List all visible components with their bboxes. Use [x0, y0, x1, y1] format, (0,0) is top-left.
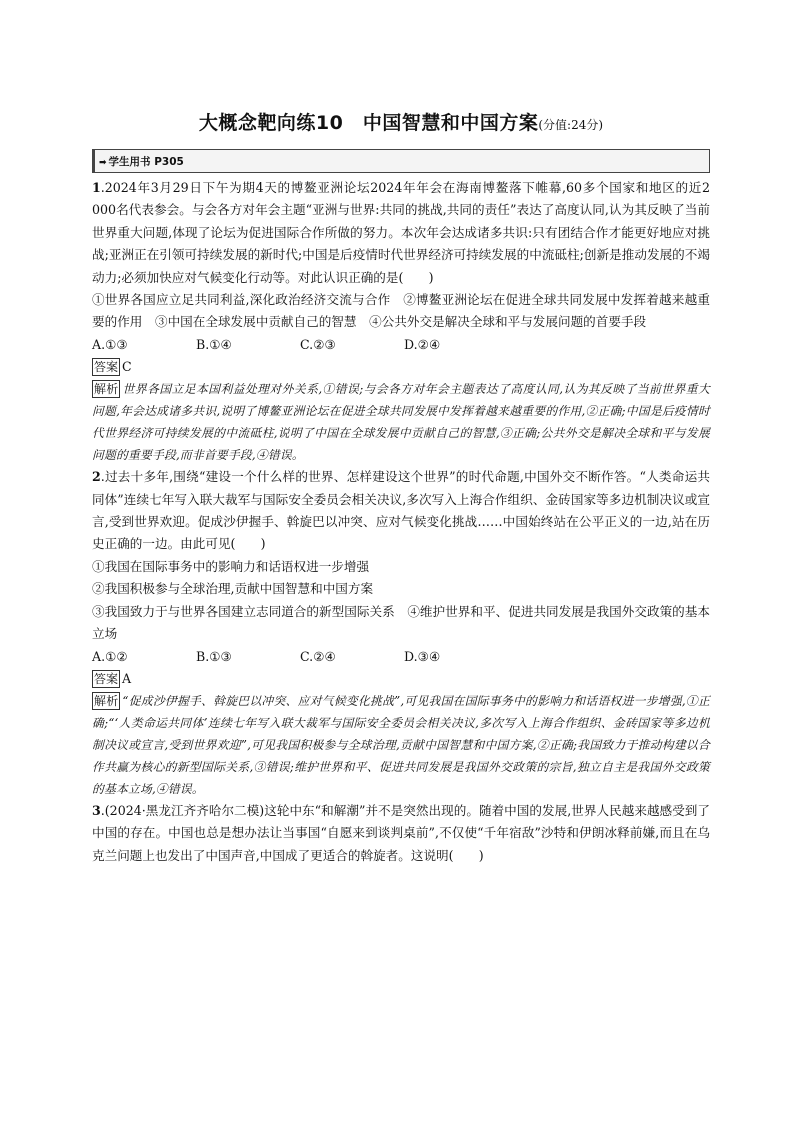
choice-b: B.①③: [196, 648, 232, 664]
answer-choices: [92, 646, 710, 668]
answer-value: C: [122, 359, 132, 375]
answer-value: A: [122, 670, 132, 686]
choice-c: C.②④: [300, 648, 336, 664]
analysis-tag: 解析: [94, 693, 119, 708]
analysis-line: [92, 378, 710, 466]
question-number: 1: [92, 180, 101, 195]
title-row: [92, 108, 710, 135]
statement-options: ①世界各国应立足共同利益,深化政治经济交流与合作 ②博鳌亚洲论坛在促进全球共同发展中发挥着越来越重要的作用 ③中国在全球发展中贡献自己的智慧 ④公共外交是解决全球和平与发展问题的首要手段: [92, 292, 710, 330]
score-note: (分值:24分): [538, 118, 604, 132]
book-reference-bar: [92, 149, 710, 173]
question-stem: [92, 177, 710, 289]
analysis-text: “促成沙伊握手、斡旋巴以冲突、应对气候变化挑战”,可见我国在国际事务中的影响力和话语权进一步增强,①正确;“‘人类命运共同体’连续七年写入联大裁军与国际安全委员会相关决议,多次写入上海合作组织、金砖国家等多边机制决议或宣言,受到世界欢迎”,可见我国积极参与全球治理,贡献中国智慧和中国方案,②正确;我国致力于推动构建以合作共赢为核心的新型国际关系,③错误;维护世界和平、促进共同发展是我国外交政策的宗旨,独立自主是我国外交政策的基本立场,④错误。: [92, 693, 710, 796]
question-3: [92, 800, 710, 867]
choice-d: D.②④: [404, 336, 441, 352]
page-title: 大概念靶向练10 中国智慧和中国方案: [198, 112, 539, 134]
analysis-line: [92, 690, 710, 800]
book-reference: 学生用书 P305: [108, 156, 184, 168]
question-text: .2024年3月29日下午为期4天的博鳌亚洲论坛2024年年会在海南博鳌落下帷幕,60多个国家和地区的近2 000名代表参会。与会各方对年会主题“亚洲与世界:共同的挑战,共同的责任”表达了高度认同,认为其反映了当前世界重大问题,体现了论坛为促进国际合作所做的努力。本次年会达成诸多共识:只有团结合作才能更好地应对挑战;亚洲正在引领可持续发展的新时代;中国是后疫情时代世界经济可持续发展的中流砥柱;创新是推动发展的不竭动力;必须加快应对气候变化行动等。对此认识正确的是( ): [92, 180, 710, 285]
question-number: 2: [92, 469, 101, 485]
statement-option-1: ①我国在国际事务中的影响力和话语权进一步增强: [92, 558, 370, 574]
question-stem: [92, 800, 710, 867]
answer-line: [92, 356, 710, 378]
analysis-text: 世界各国立足本国利益处理对外关系,①错误;与会各方对年会主题表达了高度认同,认为其反映了当前世界重大问题,年会达成诸多共识,说明了博鳌亚洲论坛在促进全球共同发展中发挥着越来越重要的作用,②正确;中国是后疫情时代世界经济可持续发展的中流砥柱,说明了中国在全球发展中贡献自己的智慧,③正确;公共外交是解决全球和平与发展问题的重要手段,而非首要手段,④错误。: [92, 382, 710, 463]
statement-option-2: ②我国积极参与全球治理,贡献中国智慧和中国方案: [92, 581, 374, 597]
statement-option-3-4: ③我国致力于与世界各国建立志同道合的新型国际关系 ④维护世界和平、促进共同发展是我国外交政策的基本立场: [92, 603, 710, 642]
analysis-tag: 解析: [94, 382, 119, 397]
answer-tag: 答案: [94, 671, 119, 686]
arrow-right-icon: ➡: [99, 158, 107, 168]
choice-d: D.③④: [404, 648, 441, 664]
question-number: 3: [92, 802, 101, 818]
choice-a: A.①③: [92, 336, 128, 352]
question-2: [92, 466, 710, 800]
document-page: [92, 100, 710, 867]
answer-choices: [92, 334, 710, 356]
choice-b: B.①④: [196, 336, 232, 352]
choice-a: A.①②: [92, 648, 128, 664]
answer-tag: 答案: [94, 360, 119, 375]
choice-c: C.②③: [300, 336, 336, 352]
question-text: .(2024·黑龙江齐齐哈尔二模)这轮中东“和解潮”并不是突然出现的。随着中国的发展,世界人民越来越感受到了中国的存在。中国也总是想办法让当事国“自愿来到谈判桌前”,不仅使“千年宿敌”沙特和伊朗冰释前嫌,而且在乌克兰问题上也发出了中国声音,中国成了更适合的斡旋者。这说明( ): [92, 802, 710, 863]
question-1: [92, 177, 710, 466]
question-stem: [92, 466, 710, 556]
question-text: .过去十多年,围绕“建设一个什么样的世界、怎样建设这个世界”的时代命题,中国外交不断作答。“人类命运共同体”连续七年写入联大裁军与国际安全委员会相关决议,多次写入上海合作组织、金砖国家等多边机制决议或宣言,受到世界欢迎。促成沙伊握手、斡旋巴以冲突、应对气候变化挑战……中国始终站在公平正义的一边,站在历史正确的一边。由此可见( ): [92, 469, 710, 552]
answer-line: [92, 668, 710, 690]
